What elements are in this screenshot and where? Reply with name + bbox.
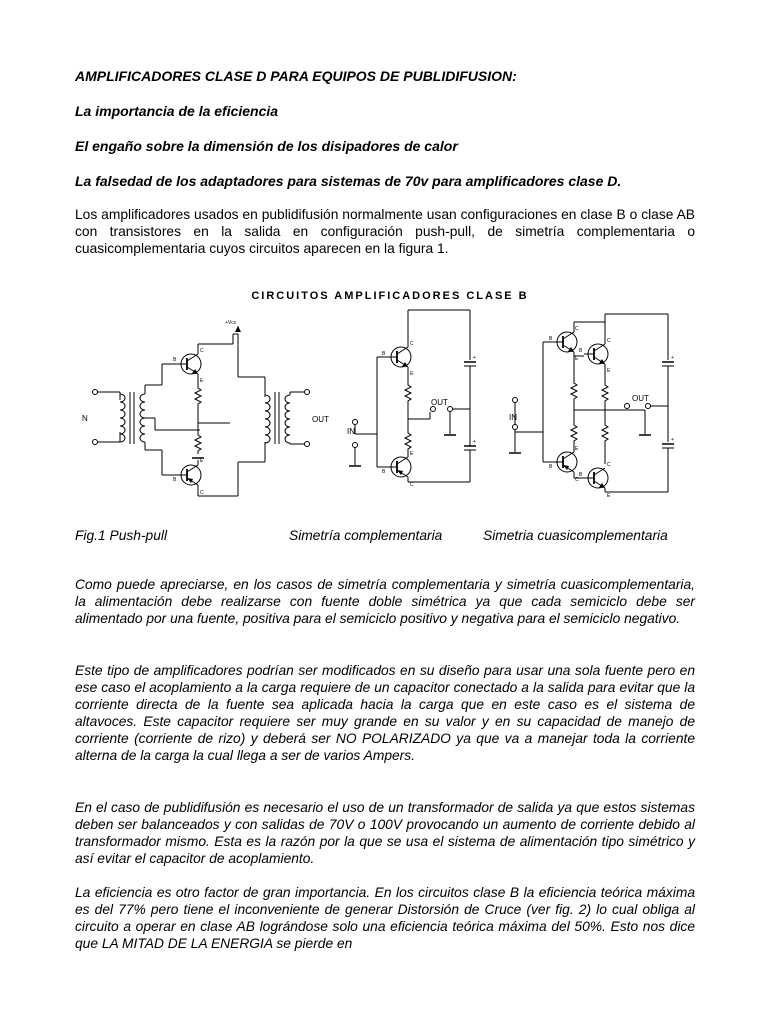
- paragraph-3: En el caso de publidifusión es necesario el uso de un transformador de salida ya que estos sistemas deben ser balanceados y con salidas de 70V o 100V provocando un aumento de corriente debido al transformador mismo. Esta es la razón por la que se usa el sistema de alimentación tipo simétrico y así evitar el capacitor de acoplamiento.: [75, 800, 695, 866]
- cap-plus-top: +: [473, 355, 476, 361]
- cap-plus-top-quasi: +: [671, 355, 674, 361]
- q3-collector-label: C: [410, 341, 414, 347]
- q8-emitter-label: E: [607, 493, 611, 499]
- complementary-symmetry-circuit: [347, 310, 476, 488]
- input-label-n: N: [82, 414, 88, 423]
- figure-caption-push-pull: Fig.1 Push-pull: [75, 528, 168, 543]
- push-pull-circuit: [82, 320, 329, 496]
- q1-base-label: B: [173, 357, 177, 363]
- q5-base-label: B: [549, 336, 553, 342]
- cap-plus-bottom-quasi: +: [671, 437, 674, 443]
- figure-caption-complementary: Simetría complementaria: [289, 528, 443, 543]
- q3-base-label: B: [382, 351, 386, 357]
- q5-emitter-label: E: [575, 356, 579, 362]
- input-label-complementary: IN: [347, 427, 355, 436]
- heading-4: La falsedad de los adaptadores para sistemas de 70v para amplificadores clase D.: [75, 173, 622, 189]
- q5-collector-label: C: [575, 326, 579, 332]
- paragraph-4: La eficiencia es otro factor de gran importancia. En los circuitos clase B la eficiencia teórica máxima es del 77% pero tiene el inconveniente de generar Distorsión de Cruce (ver fig. 2) lo cual obliga al circuito a operar en clase AB lográndose solo una eficiencia teórica máxima del 50%. Esto nos dice que LA MITAD DE LA ENERGIA se pierde en: [75, 885, 695, 951]
- q1-collector-label: C: [200, 348, 204, 354]
- circuit-figure: [60, 282, 720, 507]
- paragraph-2: Este tipo de amplificadores podrían ser modificados en su diseño para usar una sola fuente pero en ese caso el acoplamiento a la carga requiere de un capacitor conectado a la salida para evitar que la corriente directa de la fuente sea aplicada hacia la carga que en este caso es el sistema de altavoces. Este capacitor requiere ser muy grande en su valor y en su capacidad de manejo de corriente (corriente de rizo) y deberá ser NO POLARIZADO ya que va a manejar toda la corriente alterna de la carga la cual llega a ser de varios Ampers.: [75, 663, 695, 763]
- output-label-pushpull: OUT: [312, 415, 329, 424]
- q1-emitter-label: E: [200, 378, 204, 384]
- heading-1: AMPLIFICADORES CLASE D PARA EQUIPOS DE PUBLIDIFUSION:: [75, 68, 517, 84]
- q2-collector-label: C: [200, 490, 204, 496]
- intro-paragraph: Los amplificadores usados en publidifusión normalmente usan configuraciones en clase B o clase AB con transistores en la salida en configuración push-pull, de simetría complementaria o cuasicomplementaria cuyos circuitos aparecen en la figura 1.: [75, 207, 695, 256]
- q3-emitter-label: E: [410, 371, 414, 377]
- q7-base-label: B: [549, 464, 553, 470]
- q6-collector-label: C: [607, 338, 611, 344]
- quasi-complementary-circuit: [509, 314, 674, 499]
- heading-3: El engaño sobre la dimensión de los disipadores de calor: [75, 138, 458, 154]
- q7-collector-label: C: [575, 477, 579, 483]
- output-label-quasi: OUT: [632, 394, 649, 403]
- q8-collector-label: C: [607, 462, 611, 468]
- paragraph-1: Como puede apreciarse, en los casos de simetría complementaria y simetría cuasicomplementaria, la alimentación debe realizarse con fuente doble simétrica ya que cada semiciclo debe ser alimentado por una fuente, positiva para el semiciclo positivo y negativa para el semiciclo negativo.: [75, 577, 695, 626]
- q8-base-label: B: [579, 472, 583, 478]
- q7-emitter-label: E: [575, 446, 579, 452]
- q6-emitter-label: E: [607, 368, 611, 374]
- q2-base-label: B: [173, 477, 177, 483]
- q4-collector-label: C: [410, 482, 414, 488]
- q6-base-label: B: [579, 348, 583, 354]
- figure-caption-quasi-complementary: Simetria cuasicomplementaria: [483, 528, 668, 543]
- input-label-quasi: IN: [509, 413, 517, 422]
- vcc-label: +Vcc: [225, 320, 237, 326]
- q4-emitter-label: E: [410, 451, 414, 457]
- heading-2: La importancia de la eficiencia: [75, 103, 279, 119]
- q4-base-label: B: [382, 469, 386, 475]
- q2-emitter-label: E: [200, 458, 204, 464]
- cap-plus-bottom: +: [473, 439, 476, 445]
- output-label-complementary: OUT: [431, 398, 448, 407]
- figure-title: CIRCUITOS AMPLIFICADORES CLASE B: [251, 290, 529, 302]
